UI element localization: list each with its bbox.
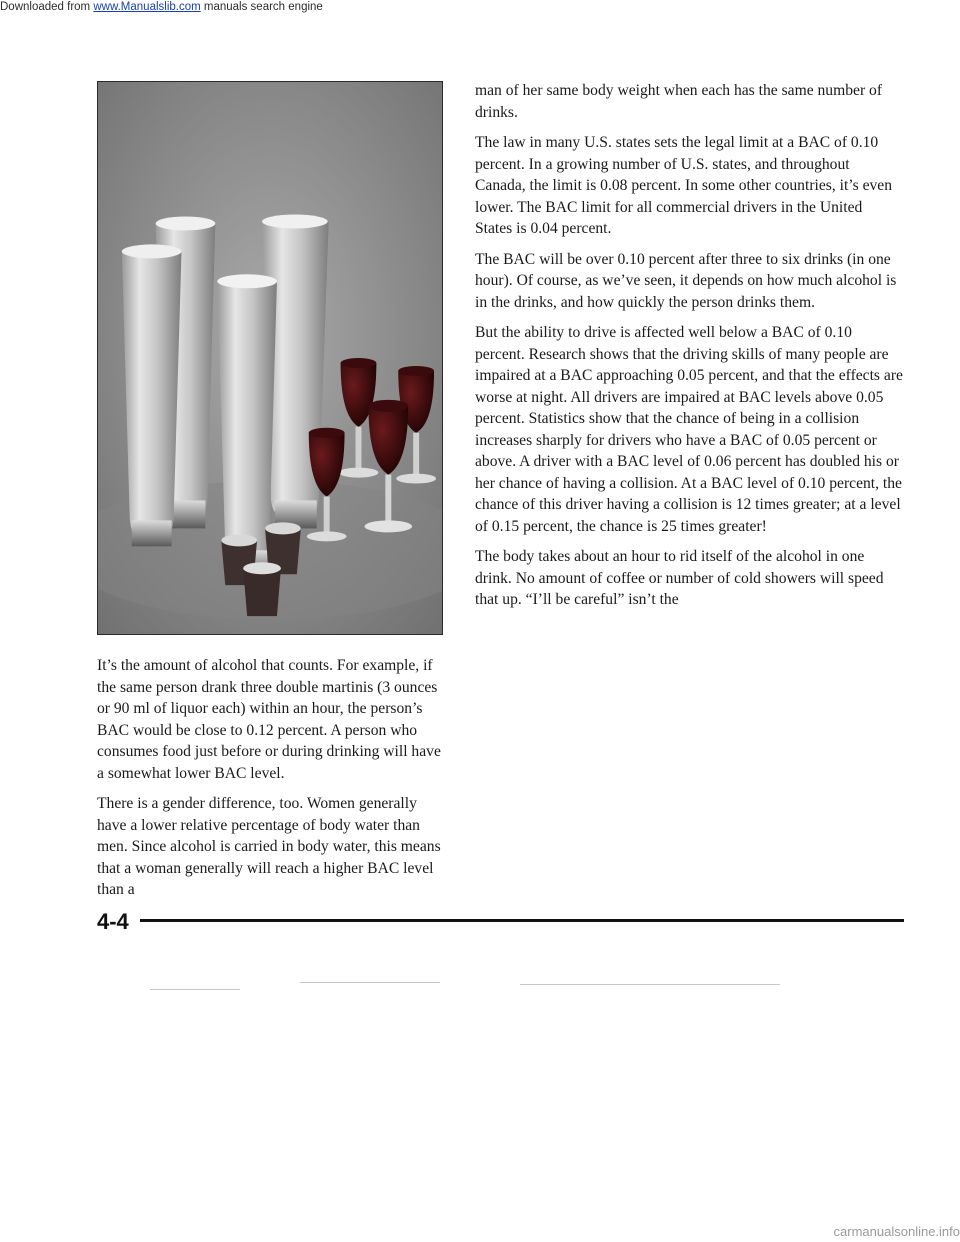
- paragraph: man of her same body weight when each has the same number of drinks.: [475, 82, 883, 121]
- footer-rule: [140, 919, 904, 922]
- paragraph: The body takes about an hour to rid itself of the alcohol in one drink. No amount of coffee or number of cold showers will speed that up. “I’ll be careful” isn’t the: [475, 548, 884, 608]
- paragraph: There is a gender difference, too. Women generally have a lower relative percentage of body water than men. Since alcohol is carried in body water, this means that a woman generally will reach a higher BAC level than a: [97, 795, 441, 898]
- paragraph: The law in many U.S. states sets the legal limit at a BAC of 0.10 percent. In a growing number of U.S. states, and throughout Canada, the limit is 0.08 percent. In some other countries, it’s even lower. The BAC limit for all commercial drivers in the United States is 0.04 percent.: [475, 134, 893, 237]
- download-header: [0, 0, 323, 14]
- manualslib-link[interactable]: www.Manualslib.com: [93, 1, 201, 13]
- scan-artifact: [520, 984, 780, 985]
- scan-artifact: [150, 989, 240, 990]
- left-text-column: [97, 655, 447, 910]
- header-prefix: Downloaded from: [0, 1, 94, 13]
- paragraph: But the ability to drive is affected well below a BAC of 0.10 percent. Research shows that the driving skills of many people are impaired at a BAC approaching 0.05 percent, and that the effects are worse at night. All drivers are impaired at BAC levels above 0.05 percent. Statistics show that the chance of being in a collision increases sharply for drivers who have a BAC of 0.05 percent or above. A driver with a BAC level of 0.06 percent has doubled his or her chance of having a collision. At a BAC level of 0.10 percent, the chance of this driver having a collision is 12 times greater; at a level of 0.15 percent, the chance is 25 times greater!: [475, 324, 903, 535]
- drinks-photo: [97, 81, 443, 635]
- header-suffix: manuals search engine: [200, 1, 323, 13]
- page-number: 4-4: [97, 909, 129, 934]
- paragraph: The BAC will be over 0.10 percent after three to six drinks (in one hour). Of course, as we’ve seen, it depends on how much alcohol is in the drinks, and how quickly the person drinks them.: [475, 250, 897, 311]
- right-text-column: [475, 80, 903, 620]
- pilsner-glass-icon: [122, 244, 182, 546]
- paragraph: It’s the amount of alcohol that counts. For example, if the same person drank three double martinis (3 ounces or 90 ml of liquor each) within an hour, the person’s BAC would be close to 0.12 percent. A person who consumes food just before or during drinking will have a somewhat lower BAC level.: [97, 657, 441, 782]
- footer-watermark: carmanualsonline.info: [833, 1224, 960, 1239]
- shot-glass-icon: [243, 562, 281, 616]
- scan-artifact: [300, 982, 440, 983]
